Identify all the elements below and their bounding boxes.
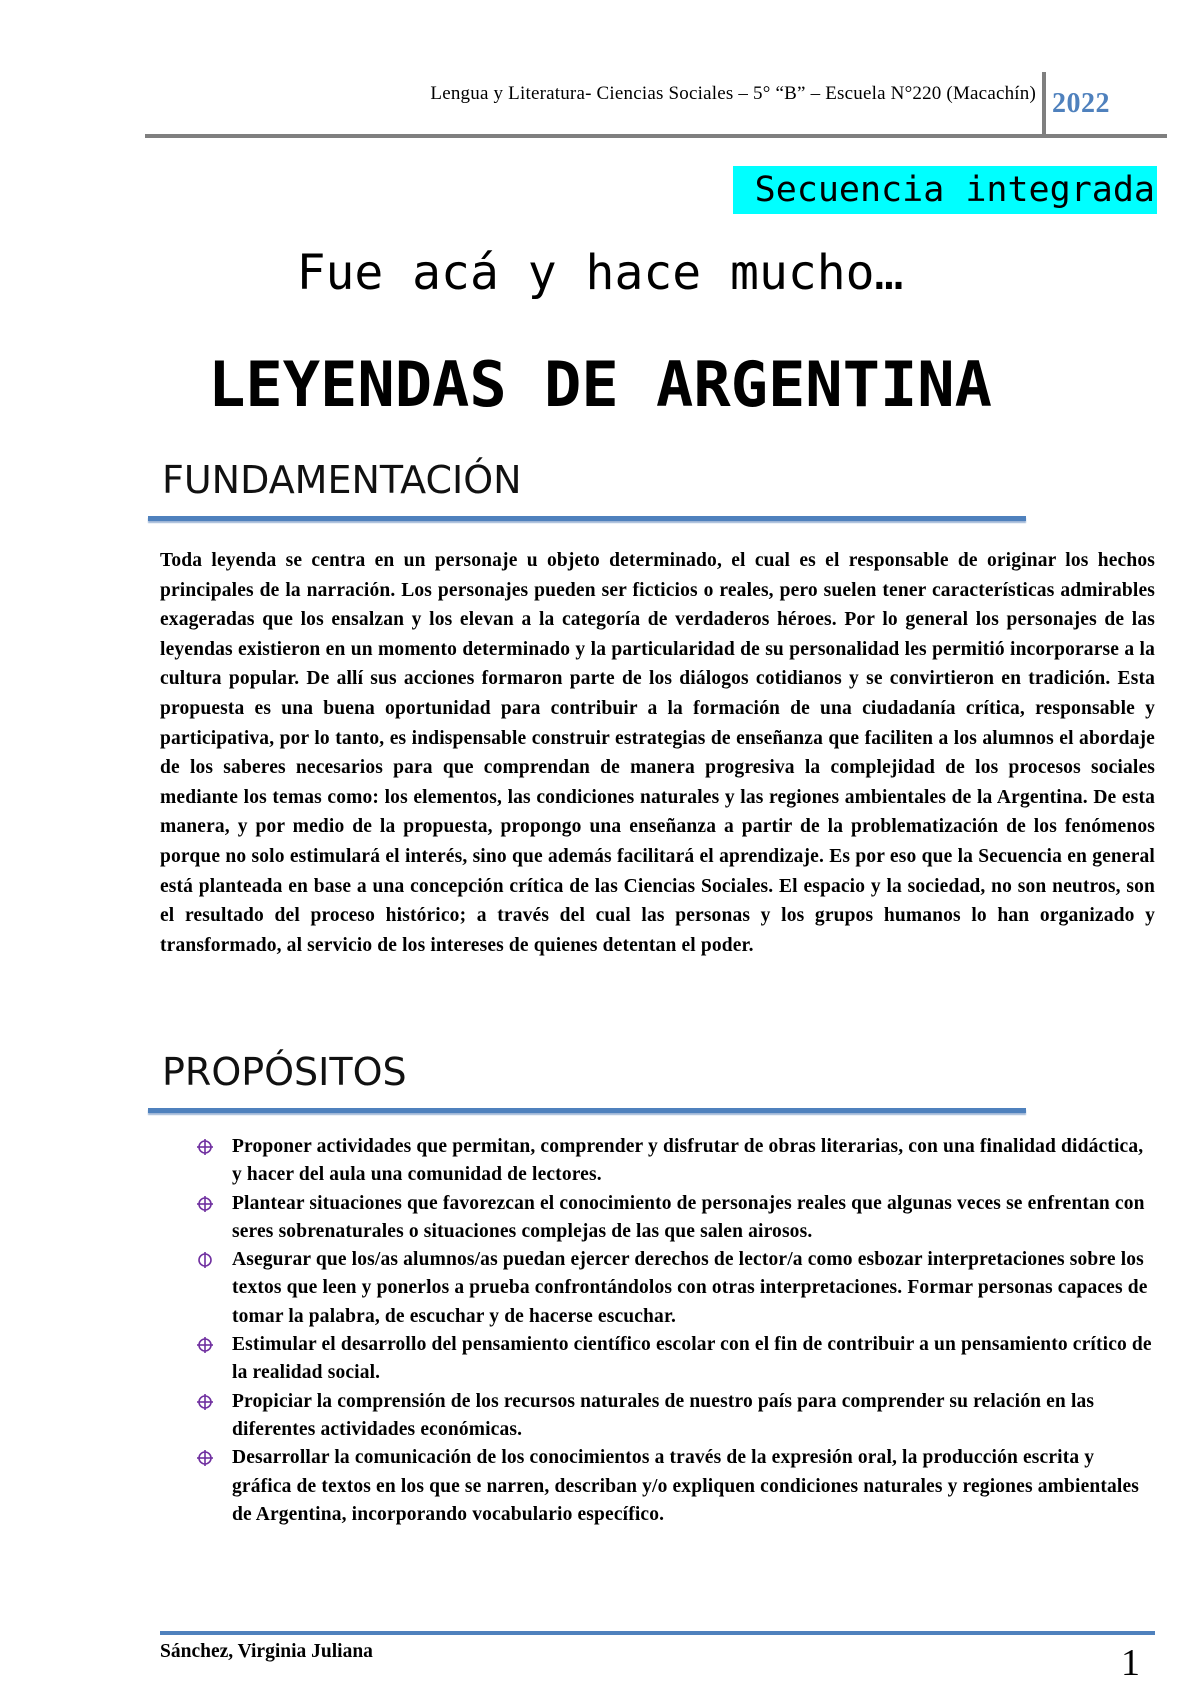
- list-item: [196, 1133, 1156, 1190]
- list-item: [196, 1190, 1156, 1247]
- list-item: [196, 1444, 1156, 1529]
- header-divider: [1042, 72, 1046, 138]
- crosshair-bullet-icon: [196, 1393, 214, 1411]
- purpose-text: Plantear situaciones que favorezcan el conocimiento de personajes reales que algunas veces se enfrentan con seres sobrenaturales o situaciones complejas de las que salen airosos.: [232, 1192, 1145, 1242]
- list-item: [196, 1331, 1156, 1388]
- purpose-text: Desarrollar la comunicación de los conocimientos a través de la expresión oral, la producción escrita y gráfica de textos en los que se narren, describan y/o expliquen condiciones naturales y regiones ambientales de Argentina, incorporando vocabulario específico.: [232, 1447, 1140, 1525]
- purpose-text: Propiciar la comprensión de los recursos naturales de nuestro país para comprender su relación en las diferentes actividades económicas.: [232, 1390, 1095, 1440]
- section-rule-propositos: [148, 1108, 1026, 1113]
- list-item: [196, 1388, 1156, 1445]
- crosshair-bullet-icon: [196, 1195, 214, 1213]
- sequence-badge-label: Secuencia integrada: [754, 170, 1155, 210]
- document-subtitle: Fue acá y hace mucho…: [296, 245, 904, 301]
- purpose-text: Asegurar que los/as alumnos/as puedan ejercer derechos de lector/a como esbozar interpretaciones sobre los textos que leen y ponerlos a prueba confrontándolos con otras interpretaciones. Formar personas capaces de tomar la palabra, de escuchar y de hacerse escuchar.: [232, 1249, 1148, 1327]
- crosshair-bullet-icon: [196, 1449, 214, 1467]
- purposes-list: [196, 1133, 1156, 1529]
- header-text: Lengua y Literatura- Ciencias Sociales – 5° “B” – Escuela N°220 (Macachín): [430, 83, 1036, 104]
- footer-author: Sánchez, Virginia Juliana: [160, 1641, 373, 1662]
- list-item: [196, 1246, 1156, 1331]
- crosshair-bullet-icon: [196, 1138, 214, 1156]
- section-heading-fundamentacion: FUNDAMENTACIÓN: [162, 458, 522, 502]
- section-heading-propositos: PROPÓSITOS: [162, 1050, 407, 1094]
- page-number: 1: [1121, 1642, 1140, 1684]
- header-rule: [145, 134, 1167, 138]
- crosshair-bullet-icon: [196, 1251, 214, 1269]
- fundamentacion-text: Toda leyenda se centra en un personaje u objeto determinado, el cual es el responsable de originar los hechos principales de la narración. Los personajes pueden ser ficticios o reales, pero suelen tener características admirables exageradas que los ensalzan y los elevan a la categoría de verdaderos héroes. Por lo general los personajes de las leyendas existieron en un momento determinado y la particularidad de su personalidad les permitió incorporarse a la cultura popular. De allí sus acciones formaron parte de los diálogos cotidianos y se convirtieron en tradición. Esta propuesta es una buena oportunidad para contribuir a la formación de una ciudadanía crítica, responsable y participativa, por lo tanto, es indispensable construir estrategias de enseñanza que faciliten a los alumnos el abordaje de los saberes necesarios para que comprendan de manera progresiva la complejidad de los procesos sociales mediante los temas como: los elementos, las condiciones naturales y las regiones ambientales de la Argentina. De esta manera, y por medio de la propuesta, propongo una enseñanza a partir de la problematización de los fenómenos porque no solo estimulará el interés, sino que además facilitará el aprendizaje. Es por eso que la Secuencia en general está planteada en base a una concepción crítica de las Ciencias Sociales. El espacio y la sociedad, no son neutros, son el resultado del proceso histórico; a través del cual las personas y los grupos humanos lo han organizado y transformado, al servicio de los intereses de quienes detentan el poder.: [160, 550, 1155, 956]
- header-year: 2022: [1052, 88, 1110, 119]
- purpose-text: Proponer actividades que permitan, comprender y disfrutar de obras literarias, con una finalidad didáctica, y hacer del aula una comunidad de lectores.: [232, 1136, 1144, 1186]
- document-title: LEYENDAS DE ARGENTINA: [208, 348, 992, 421]
- crosshair-bullet-icon: [196, 1336, 214, 1354]
- section-rule-fundamentacion: [148, 516, 1026, 521]
- footer-rule: [160, 1631, 1155, 1635]
- purpose-text: Estimular el desarrollo del pensamiento científico escolar con el fin de contribuir a un pensamiento crítico de la realidad social.: [232, 1334, 1152, 1384]
- sequence-badge: [733, 166, 1157, 214]
- fundamentacion-paragraph: [160, 546, 1155, 960]
